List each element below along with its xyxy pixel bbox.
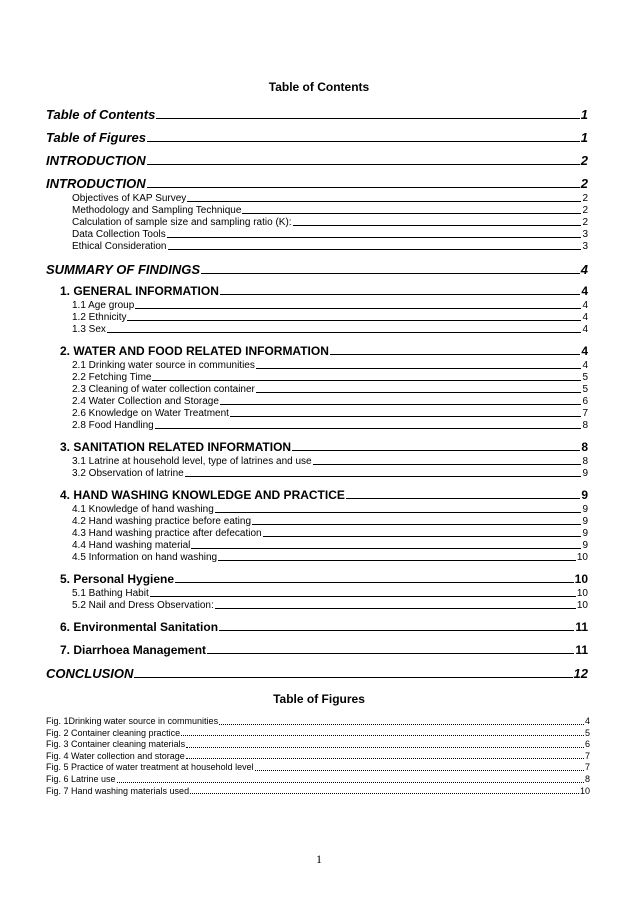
toc-entry-hw-after-defecation[interactable]: 4.3 Hand washing practice after defecation 9 — [72, 528, 588, 539]
toc-entry-sample-size[interactable]: Calculation of sample size and sampling ratio (K): 2 — [72, 217, 588, 228]
toc-entry-sex[interactable]: 1.3 Sex 4 — [72, 324, 588, 335]
toc-entry-general-information[interactable]: 1. GENERAL INFORMATION 4 — [60, 284, 588, 298]
figure-entry-2[interactable]: Fig. 2 Container cleaning practice 5 — [46, 727, 590, 738]
toc-entry-introduction-2[interactable]: INTRODUCTION 2 — [46, 176, 588, 191]
toc-entry-introduction[interactable]: INTRODUCTION 2 — [46, 153, 588, 168]
toc-entry-water-collection[interactable]: 2.4 Water Collection and Storage 6 — [72, 396, 588, 407]
figure-entry-3[interactable]: Fig. 3 Container cleaning materials 6 — [46, 739, 590, 750]
figure-entry-5[interactable]: Fig. 5 Practice of water treatment at household level 7 — [46, 762, 590, 773]
toc-entry-water-treatment[interactable]: 2.6 Knowledge on Water Treatment 7 — [72, 408, 588, 419]
toc-entry-latrine-observation[interactable]: 3.2 Observation of latrine 9 — [72, 468, 588, 479]
toc-entry-drinking-water[interactable]: 2.1 Drinking water source in communities 4 — [72, 360, 588, 371]
toc-entry-sanitation[interactable]: 3. SANITATION RELATED INFORMATION 8 — [60, 440, 588, 454]
toc-entry-environmental-sanitation[interactable]: 6. Environmental Sanitation 11 — [60, 620, 588, 634]
toc-entry-ethical[interactable]: Ethical Consideration 3 — [72, 241, 588, 252]
toc-entry-nail-dress[interactable]: 5.2 Nail and Dress Observation: 10 — [72, 600, 588, 611]
toc-entry-summary[interactable]: SUMMARY OF FINDINGS 4 — [46, 262, 588, 277]
toc-entry-table-of-figures[interactable]: Table of Figures 1 — [46, 130, 588, 145]
figure-entry-6[interactable]: Fig. 6 Latrine use 8 — [46, 773, 590, 784]
toc-entry-hw-material[interactable]: 4.4 Hand washing material 9 — [72, 540, 588, 551]
toc-heading: Table of Contents — [268, 80, 370, 94]
toc-entry-diarrhoea[interactable]: 7. Diarrhoea Management 11 — [60, 643, 588, 657]
toc-entry-food-handling[interactable]: 2.8 Food Handling 8 — [72, 420, 588, 431]
figure-entry-1[interactable]: Fig. 1Drinking water source in communities 4 — [46, 716, 590, 726]
toc-entry-latrine-household[interactable]: 3.1 Latrine at household level, type of latrines and use 8 — [72, 456, 588, 467]
toc-entry-personal-hygiene[interactable]: 5. Personal Hygiene 10 — [60, 572, 588, 586]
figure-entry-7[interactable]: Fig. 7 Hand washing materials used 10 — [46, 785, 590, 796]
figures-heading: Table of Figures — [273, 692, 365, 706]
page-number: 1 — [316, 852, 322, 866]
toc-entry-ethnicity[interactable]: 1.2 Ethnicity 4 — [72, 312, 588, 323]
toc-entry-conclusion[interactable]: CONCLUSION 12 — [46, 666, 588, 681]
toc-entry-bathing-habit[interactable]: 5.1 Bathing Habit 10 — [72, 588, 588, 599]
toc-entry-hw-knowledge[interactable]: 4.1 Knowledge of hand washing 9 — [72, 504, 588, 515]
table-of-figures — [46, 716, 590, 797]
figure-entry-4[interactable]: Fig. 4 Water collection and storage 7 — [46, 750, 590, 761]
toc-entry-objectives[interactable]: Objectives of KAP Survey 2 — [72, 193, 588, 204]
toc-entry-fetching-time[interactable]: 2.2 Fetching Time 5 — [72, 372, 588, 383]
toc-entry-methodology[interactable]: Methodology and Sampling Technique 2 — [72, 205, 588, 216]
toc-entry-age-group[interactable]: 1.1 Age group 4 — [72, 300, 588, 311]
toc-entry-table-of-contents[interactable]: Table of Contents 1 — [46, 107, 588, 122]
toc-entry-water-food[interactable]: 2. WATER AND FOOD RELATED INFORMATION 4 — [60, 344, 588, 358]
toc-entry-hw-information[interactable]: 4.5 Information on hand washing 10 — [72, 552, 588, 563]
toc-entry-hw-before-eating[interactable]: 4.2 Hand washing practice before eating 9 — [72, 516, 588, 527]
toc-entry-data-collection[interactable]: Data Collection Tools 3 — [72, 229, 588, 240]
toc-entry-hand-washing[interactable]: 4. HAND WASHING KNOWLEDGE AND PRACTICE 9 — [60, 488, 588, 502]
toc-entry-container-cleaning[interactable]: 2.3 Cleaning of water collection container 5 — [72, 384, 588, 395]
table-of-contents — [46, 104, 588, 686]
